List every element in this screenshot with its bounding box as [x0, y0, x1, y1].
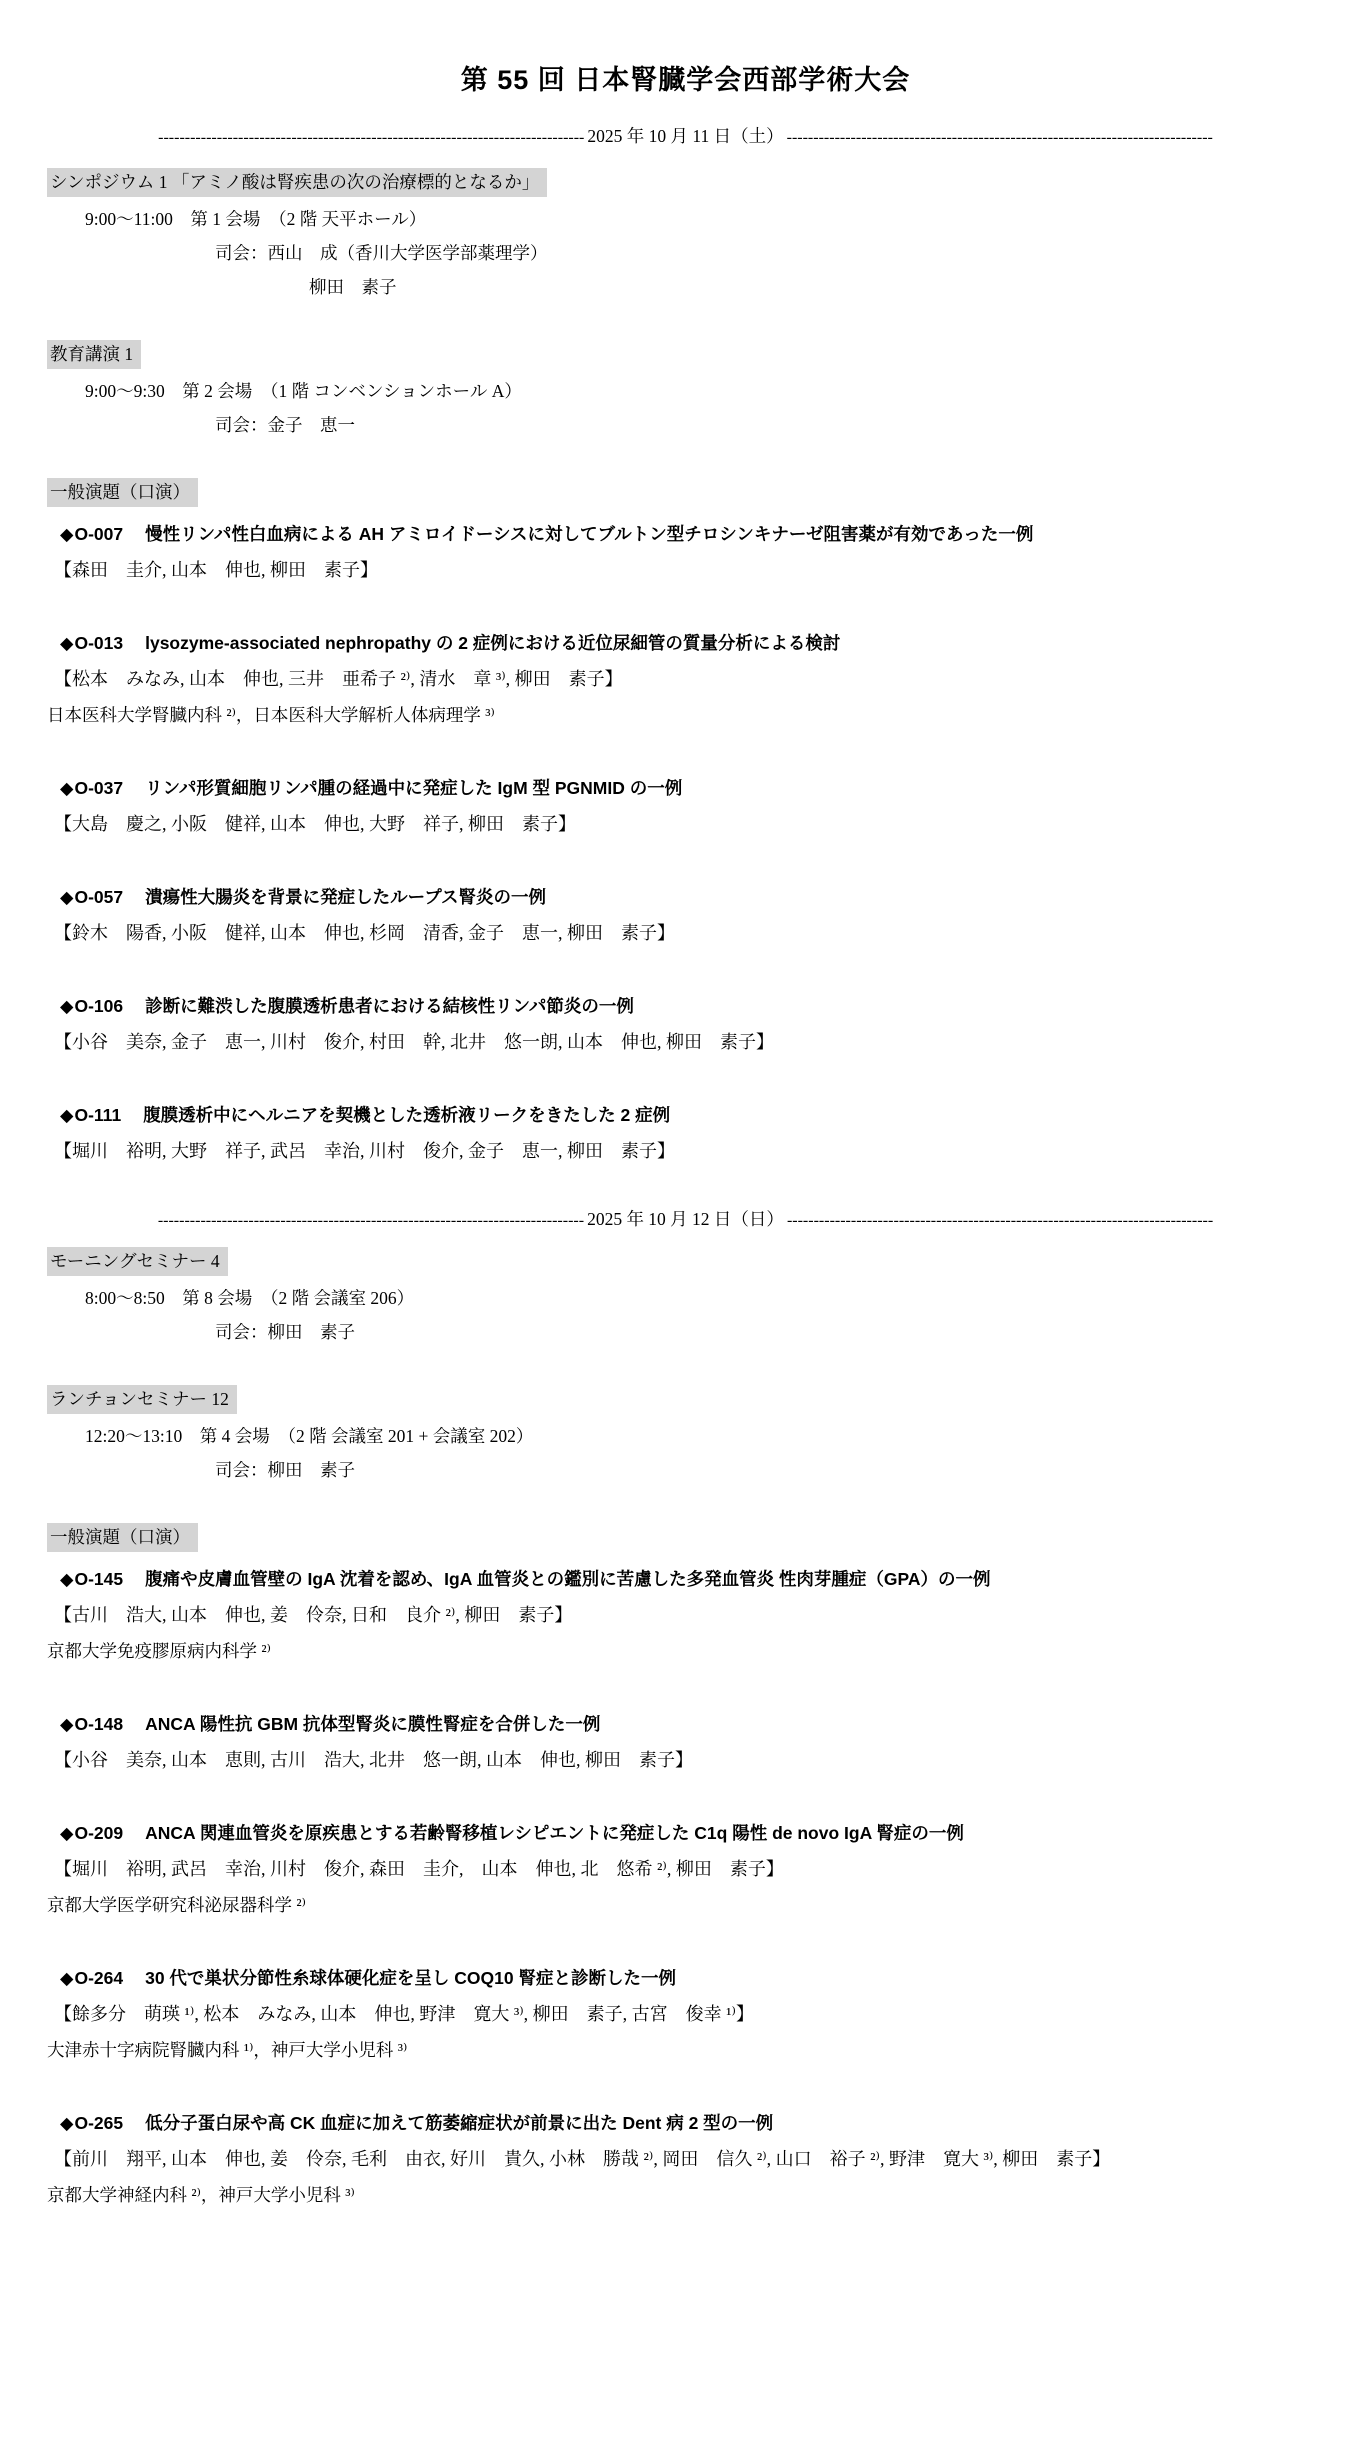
presentation-authors: 【松本 みなみ, 山本 伸也, 三井 亜希子 ²⁾, 清水 章 ³⁾, 柳田 素子】: [54, 669, 623, 689]
session-moderator-1: 司会：金子 恵一: [215, 415, 355, 435]
diamond-bullet-icon: ◆: [60, 996, 74, 1016]
session-symposium-1: [47, 168, 1324, 304]
presentation-authors: 【前川 翔平, 山本 伸也, 姜 伶奈, 毛利 由衣, 好川 貴久, 小林 勝哉 ²⁾, 岡田 信久 ²⁾, 山口 裕子 ²⁾, 野津 寛大 ³⁾, 柳田 素子】: [54, 2149, 1111, 2169]
presentation-affiliations: 大津赤十字病院腎臓内科 ¹⁾，神戸大学小児科 ³⁾: [47, 2040, 408, 2060]
presentation-title: 30 代で巣状分節性糸球体硬化症を呈し COQ10 腎症と診断した一例: [145, 1968, 676, 1988]
session-time-venue: 9:00～9:30 第 2 会場 （1 階 コンベンションホール A）: [85, 381, 522, 401]
session-moderator-1: 司会：柳田 素子: [215, 1460, 355, 1480]
presentation-title-row: [47, 625, 1324, 661]
presentation-authors: 【小谷 美奈, 山本 恵則, 古川 浩大, 北井 悠一朗, 山本 伸也, 柳田 素子】: [54, 1750, 693, 1770]
diamond-bullet-icon: ◆: [60, 524, 74, 544]
presentation-code: O-209: [74, 1823, 124, 1843]
presentation-O-057: [47, 879, 1324, 951]
presentation-title-row: [47, 879, 1324, 915]
presentation-O-209: [47, 1815, 1324, 1923]
diamond-bullet-icon: ◆: [60, 1968, 74, 1988]
separator-dashes-right: --------------------------------------------------------------------------------: [786, 1212, 1214, 1229]
presentation-title-row: [47, 1960, 1324, 1996]
session-educational-lecture-1: [47, 340, 1324, 442]
session-header-wrap: [47, 168, 1324, 202]
session-header-wrap: [47, 340, 1324, 374]
diamond-bullet-icon: ◆: [60, 1823, 74, 1843]
presentation-code: O-007: [74, 524, 124, 544]
presentation-authors: 【森田 圭介, 山本 伸也, 柳田 素子】: [54, 560, 378, 580]
session-header-morning-seminar-4: モーニングセミナー 4: [47, 1247, 228, 1276]
presentation-affiliations: 日本医科大学腎臓内科 ²⁾，日本医科大学解析人体病理学 ³⁾: [47, 705, 495, 725]
presentation-title-row: [47, 1561, 1324, 1597]
oral-session-header-day1: 一般演題（口演）: [47, 478, 198, 507]
presentation-affiliations: 京都大学医学研究科泌尿器科学 ²⁾: [47, 1895, 306, 1915]
diamond-bullet-icon: ◆: [60, 1714, 74, 1734]
session-luncheon-seminar-12: [47, 1385, 1324, 1487]
session-morning-seminar-4: [47, 1247, 1324, 1349]
presentation-title: lysozyme-associated nephropathy の 2 症例における近位尿細管の質量分析による検討: [145, 633, 841, 653]
presentation-code: O-037: [74, 778, 124, 798]
presentation-code: O-111: [74, 1105, 122, 1125]
presentation-title: ANCA 陽性抗 GBM 抗体型腎炎に膜性腎症を合併した一例: [145, 1714, 601, 1734]
presentation-authors: 【大島 慶之, 小阪 健祥, 山本 伸也, 大野 祥子, 柳田 素子】: [54, 814, 576, 834]
page-title: 第 55 回 日本腎臓学会西部学術大会: [460, 65, 911, 95]
diamond-bullet-icon: ◆: [60, 633, 74, 653]
separator-dashes-left: --------------------------------------------------------------------------------: [158, 129, 585, 146]
presentation-code: O-106: [74, 996, 124, 1016]
separator-dashes-left: --------------------------------------------------------------------------------: [157, 1212, 585, 1229]
presentation-title-row: [47, 1097, 1324, 1133]
session-header-wrap: [47, 1385, 1324, 1419]
presentation-title: 診断に難渋した腹膜透析患者における結核性リンパ節炎の一例: [145, 996, 634, 1016]
presentation-O-145: [47, 1561, 1324, 1669]
presentation-O-265: [47, 2105, 1324, 2213]
session-header-luncheon-seminar-12: ランチョンセミナー 12: [47, 1385, 237, 1414]
oral-presentations-day2: [47, 1523, 1324, 2213]
presentation-title: 慢性リンパ性白血病による AH アミロイドーシスに対してブルトン型チロシンキナーゼ阻害薬が有効であった一例: [145, 524, 1034, 544]
diamond-bullet-icon: ◆: [60, 1105, 74, 1125]
presentation-O-111: [47, 1097, 1324, 1169]
presentation-title: 潰瘍性大腸炎を背景に発症したループス腎炎の一例: [145, 887, 547, 907]
date-separator-day1: [47, 123, 1324, 148]
presentation-title-row: [47, 2105, 1324, 2141]
presentation-O-013: [47, 625, 1324, 733]
presentation-title-row: [47, 1706, 1324, 1742]
presentation-authors: 【餘多分 萌瑛 ¹⁾, 松本 みなみ, 山本 伸也, 野津 寛大 ³⁾, 柳田 素子, 古宮 俊幸 ¹⁾】: [54, 2004, 754, 2024]
diamond-bullet-icon: ◆: [60, 778, 74, 798]
presentation-title: 低分子蛋白尿や高 CK 血症に加えて筋萎縮症状が前景に出た Dent 病 2 型の一例: [145, 2113, 774, 2133]
oral-header-wrap: [47, 1523, 1324, 1557]
presentation-O-007: [47, 516, 1324, 588]
session-header-educational-lecture-1: 教育講演 1: [47, 340, 141, 369]
presentation-authors: 【小谷 美奈, 金子 恵一, 川村 俊介, 村田 幹, 北井 悠一朗, 山本 伸也, 柳田 素子】: [54, 1032, 774, 1052]
presentation-title: 腹膜透析中にヘルニアを契機とした透析液リークをきたした 2 症例: [143, 1105, 671, 1125]
diamond-bullet-icon: ◆: [60, 1569, 74, 1589]
presentation-code: O-148: [74, 1714, 124, 1734]
presentation-O-148: [47, 1706, 1324, 1778]
session-time-venue: 12:20～13:10 第 4 会場 （2 階 会議室 201 + 会議室 202）: [85, 1426, 534, 1446]
date-day2: 2025 年 10 月 12 日（日）: [587, 1209, 784, 1229]
session-time-venue: 8:00～8:50 第 8 会場 （2 階 会議室 206）: [85, 1288, 415, 1308]
presentation-title: リンパ形質細胞リンパ腫の経過中に発症した IgM 型 PGNMID の一例: [145, 778, 683, 798]
oral-session-header-day2: 一般演題（口演）: [47, 1523, 198, 1552]
presentation-title: 腹痛や皮膚血管壁の IgA 沈着を認め、IgA 血管炎との鑑別に苦慮した多発血管炎 性肉芽腫症（GPA）の一例: [145, 1569, 991, 1589]
presentation-code: O-265: [74, 2113, 124, 2133]
presentation-title: ANCA 関連血管炎を原疾患とする若齢腎移植レシピエントに発症した C1q 陽性 de novo IgA 腎症の一例: [145, 1823, 964, 1843]
presentation-O-264: [47, 1960, 1324, 2068]
separator-dashes-right: --------------------------------------------------------------------------------: [786, 129, 1213, 146]
session-moderator-1: 司会：柳田 素子: [215, 1322, 355, 1342]
date-day1: 2025 年 10 月 11 日（土）: [587, 126, 784, 146]
date-separator-day2: [47, 1206, 1324, 1231]
presentation-authors: 【古川 浩大, 山本 伸也, 姜 伶奈, 日和 良介 ²⁾, 柳田 素子】: [54, 1605, 573, 1625]
presentation-title-row: [47, 1815, 1324, 1851]
session-moderator-1: 司会：西山 成（香川大学医学部薬理学）: [215, 243, 548, 263]
oral-presentations-day1: [47, 478, 1324, 1169]
presentation-O-106: [47, 988, 1324, 1060]
presentation-authors: 【堀川 裕明, 武呂 幸治, 川村 俊介, 森田 圭介, 山本 伸也, 北 悠希 ²⁾, 柳田 素子】: [54, 1859, 784, 1879]
presentation-title-row: [47, 988, 1324, 1024]
oral-header-wrap: [47, 478, 1324, 512]
presentation-code: O-057: [74, 887, 124, 907]
presentation-authors: 【鈴木 陽香, 小阪 健祥, 山本 伸也, 杉岡 清香, 金子 恵一, 柳田 素子】: [54, 923, 675, 943]
presentation-title-row: [47, 516, 1324, 552]
presentation-affiliations: 京都大学神経内科 ²⁾，神戸大学小児科 ³⁾: [47, 2185, 355, 2205]
session-header-symposium-1: シンポジウム 1 「アミノ酸は腎疾患の次の治療標的となるか」: [47, 168, 547, 197]
presentation-affiliations: 京都大学免疫膠原病内科学 ²⁾: [47, 1641, 271, 1661]
session-moderator-2: 柳田 素子: [309, 277, 397, 297]
presentation-code: O-145: [74, 1569, 124, 1589]
session-header-wrap: [47, 1247, 1324, 1281]
presentation-O-037: [47, 770, 1324, 842]
presentation-code: O-013: [74, 633, 124, 653]
session-time-venue: 9:00～11:00 第 1 会場 （2 階 天平ホール）: [85, 209, 427, 229]
presentation-authors: 【堀川 裕明, 大野 祥子, 武呂 幸治, 川村 俊介, 金子 恵一, 柳田 素子】: [54, 1141, 675, 1161]
presentation-title-row: [47, 770, 1324, 806]
diamond-bullet-icon: ◆: [60, 887, 74, 907]
diamond-bullet-icon: ◆: [60, 2113, 74, 2133]
presentation-code: O-264: [74, 1968, 124, 1988]
